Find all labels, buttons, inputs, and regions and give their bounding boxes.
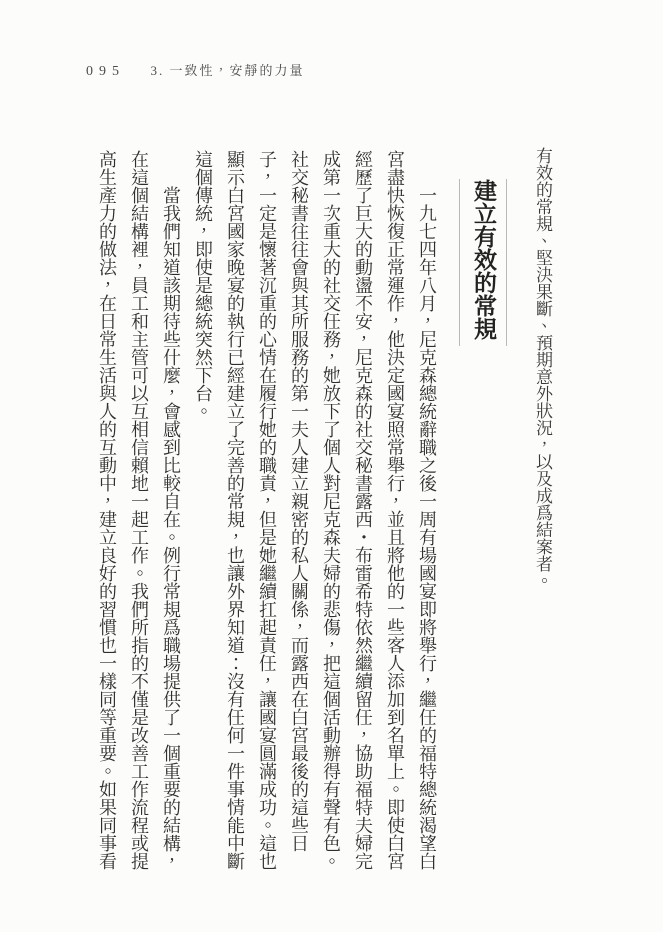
running-head xyxy=(86,60,305,80)
page-number: 095 xyxy=(86,64,125,79)
paragraph-1-column-4: 成第一次重大的社交任務，她放下了個人對尼克森夫婦的悲傷，把這個活動辦得有聲有色。 xyxy=(321,150,341,870)
paragraph-1-column-3: 經歷了巨大的動盪不安，尼克森的社交秘書露西・布雷希特依然繼續留任，協助福特夫婦完 xyxy=(353,150,373,870)
paragraph-2-column-1: 當我們知道該期待些什麼，會感到比較自在。例行常規爲職場提供了一個重要的結構， xyxy=(161,186,181,870)
paragraph-1-column-1: 一九七四年八月，尼克森總統辭職之後一周有場國宴即將舉行，繼任的福特總統渴望白 xyxy=(417,186,437,870)
paragraph-1-column-6: 子，一定是懷著沉重的心情在履行她的職責，但是她繼續扛起責任，讓國宴圓滿成功。這也 xyxy=(257,150,277,870)
paragraph-1-column-2: 宮盡快恢復正常運作，他決定國宴照常舉行，並且將他的一些客人添加到名單上。即使白宮 xyxy=(385,150,405,870)
section-heading: 建立有效的常規 xyxy=(459,179,507,346)
paragraph-1-column-5: 社交秘書往往會與其所服務的第一夫人建立親密的私人關係，而露西在白宮最後的這些日 xyxy=(289,150,309,852)
paragraph-1-column-7: 顯示白宮國家晚宴的執行已經建立了完善的常規，也讓外界知道：沒有任何一件事情能中斷 xyxy=(225,150,245,870)
chapter-title: 3. 一致性，安靜的力量 xyxy=(150,63,305,78)
paragraph-2-column-3: 高生產力的做法，在日常生活與人的互動中，建立良好的習慣也一樣同等重要。如果同事看 xyxy=(97,150,117,870)
paragraph-2-column-2: 在這個結構裡，員工和主管可以互相信賴地一起工作。我們所指的不僅是改善工作流程或提 xyxy=(129,150,149,870)
paragraph-1-column-8: 這個傳統，即使是總統突然下台。 xyxy=(193,150,213,420)
carryover-text-column: 有效的常規、堅決果斷、預期意外狀況，以及成爲結案者。 xyxy=(533,147,552,589)
